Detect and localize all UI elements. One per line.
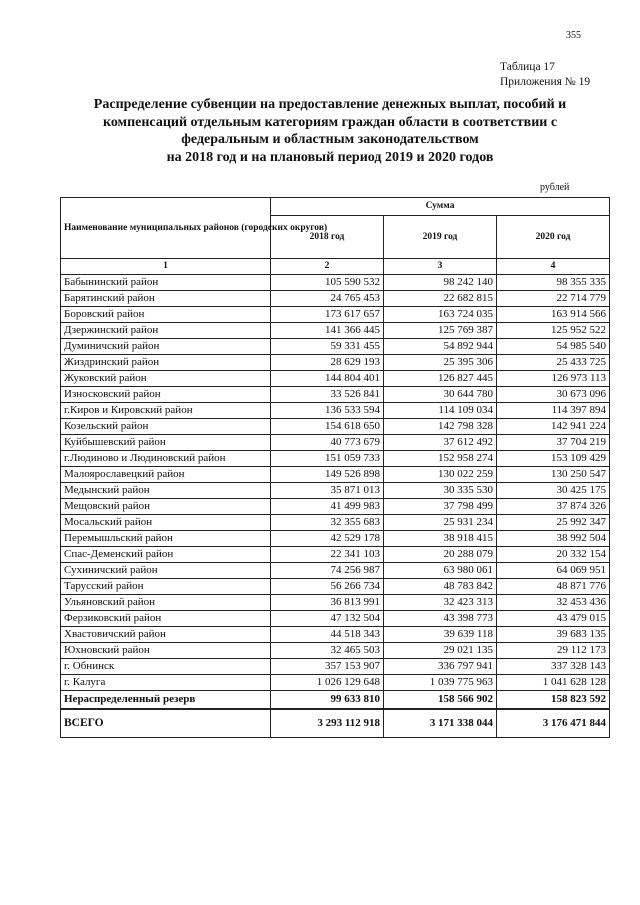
row-value-2018: 357 153 907 [271, 659, 384, 675]
table-row [61, 275, 610, 291]
row-value-2019: 130 022 259 [384, 467, 497, 483]
row-value-2018: 105 590 532 [271, 275, 384, 291]
reserve-2019: 158 566 902 [384, 691, 497, 710]
row-value-2019: 336 797 941 [384, 659, 497, 675]
row-name: Ферзиковский район [61, 611, 271, 627]
row-value-2018: 33 526 841 [271, 387, 384, 403]
row-value-2019: 25 931 234 [384, 515, 497, 531]
row-value-2019: 20 288 079 [384, 547, 497, 563]
header-name-column: Наименование муниципальных районов (городских округов) [61, 198, 271, 259]
row-value-2019: 152 958 274 [384, 451, 497, 467]
header-year-2018: 2018 год [271, 216, 384, 259]
table-row [61, 643, 610, 659]
row-value-2020: 43 479 015 [497, 611, 610, 627]
table-row [61, 307, 610, 323]
table-row [61, 595, 610, 611]
total-name: ВСЕГО [61, 709, 271, 738]
row-value-2019: 37 612 492 [384, 435, 497, 451]
row-value-2020: 37 704 219 [497, 435, 610, 451]
table-body [61, 275, 610, 738]
row-value-2020: 30 425 175 [497, 483, 610, 499]
header-year-2019: 2019 год [384, 216, 497, 259]
row-value-2018: 47 132 504 [271, 611, 384, 627]
row-value-2018: 44 518 343 [271, 627, 384, 643]
row-value-2020: 48 871 776 [497, 579, 610, 595]
row-name: Тарусский район [61, 579, 271, 595]
table-row [61, 563, 610, 579]
row-value-2018: 40 773 679 [271, 435, 384, 451]
table-row [61, 451, 610, 467]
row-value-2020: 1 041 628 128 [497, 675, 610, 691]
table-row [61, 419, 610, 435]
column-number-4: 4 [497, 259, 610, 275]
title-line-1: Распределение субвенции на предоставление денежных выплат, пособий и [93, 97, 567, 112]
table-row [61, 323, 610, 339]
page-number: 355 [566, 30, 581, 41]
title-line-3: федеральным и областным законодательством [181, 132, 479, 147]
table-row [61, 483, 610, 499]
table-row [61, 547, 610, 563]
row-value-2020: 153 109 429 [497, 451, 610, 467]
table-row [61, 387, 610, 403]
row-value-2019: 98 242 140 [384, 275, 497, 291]
row-value-2018: 74 256 987 [271, 563, 384, 579]
row-value-2018: 144 804 401 [271, 371, 384, 387]
row-value-2020: 142 941 224 [497, 419, 610, 435]
row-name: Медынский район [61, 483, 271, 499]
row-name: Мосальский район [61, 515, 271, 531]
row-name: г. Калуга [61, 675, 271, 691]
row-name: Хвастовичский район [61, 627, 271, 643]
row-value-2018: 32 355 683 [271, 515, 384, 531]
row-value-2018: 24 765 453 [271, 291, 384, 307]
row-value-2020: 25 433 725 [497, 355, 610, 371]
row-value-2019: 30 644 780 [384, 387, 497, 403]
table-row [61, 515, 610, 531]
row-name: г.Киров и Кировский район [61, 403, 271, 419]
reserve-name: Нераспределенный резерв [61, 691, 271, 710]
total-2020: 3 176 471 844 [497, 709, 610, 738]
row-value-2018: 32 465 503 [271, 643, 384, 659]
table-label: Таблица 17 [500, 61, 555, 73]
table-row [61, 371, 610, 387]
header-sum: Сумма [271, 198, 610, 216]
row-value-2019: 163 724 035 [384, 307, 497, 323]
row-value-2018: 141 366 445 [271, 323, 384, 339]
row-name: Жуковский район [61, 371, 271, 387]
table-row [61, 467, 610, 483]
row-value-2019: 142 798 328 [384, 419, 497, 435]
column-number-3: 3 [384, 259, 497, 275]
row-name: Куйбышевский район [61, 435, 271, 451]
table-row [61, 579, 610, 595]
row-value-2019: 22 682 815 [384, 291, 497, 307]
row-value-2018: 59 331 455 [271, 339, 384, 355]
row-name: Износковский район [61, 387, 271, 403]
table-row [61, 435, 610, 451]
total-row [61, 709, 610, 738]
row-value-2018: 56 266 734 [271, 579, 384, 595]
row-name: Думиничский район [61, 339, 271, 355]
row-name: Малоярославецкий район [61, 467, 271, 483]
reserve-2020: 158 823 592 [497, 691, 610, 710]
row-value-2020: 20 332 154 [497, 547, 610, 563]
row-name: Мещовский район [61, 499, 271, 515]
document-title [60, 96, 600, 166]
row-value-2018: 28 629 193 [271, 355, 384, 371]
row-value-2019: 43 398 773 [384, 611, 497, 627]
row-value-2019: 54 892 944 [384, 339, 497, 355]
row-name: Дзержинский район [61, 323, 271, 339]
column-number-2: 2 [271, 259, 384, 275]
reserve-2018: 99 633 810 [271, 691, 384, 710]
row-value-2020: 130 250 547 [497, 467, 610, 483]
row-value-2018: 173 617 657 [271, 307, 384, 323]
row-value-2020: 337 328 143 [497, 659, 610, 675]
column-number-1: 1 [61, 259, 271, 275]
table-row [61, 339, 610, 355]
row-value-2020: 98 355 335 [497, 275, 610, 291]
row-value-2018: 149 526 898 [271, 467, 384, 483]
table-row [61, 659, 610, 675]
row-value-2020: 30 673 096 [497, 387, 610, 403]
units-label: рублей [540, 182, 570, 193]
row-name: Юхновский район [61, 643, 271, 659]
row-value-2018: 154 618 650 [271, 419, 384, 435]
row-value-2018: 41 499 983 [271, 499, 384, 515]
row-name: Барятинский район [61, 291, 271, 307]
row-value-2019: 30 335 530 [384, 483, 497, 499]
row-value-2019: 38 918 415 [384, 531, 497, 547]
total-2018: 3 293 112 918 [271, 709, 384, 738]
row-value-2020: 38 992 504 [497, 531, 610, 547]
row-value-2019: 39 639 118 [384, 627, 497, 643]
row-name: Спас-Деменский район [61, 547, 271, 563]
row-value-2019: 32 423 313 [384, 595, 497, 611]
row-name: Козельский район [61, 419, 271, 435]
table-row [61, 627, 610, 643]
row-name: г. Обнинск [61, 659, 271, 675]
row-value-2018: 136 533 594 [271, 403, 384, 419]
table-row [61, 499, 610, 515]
row-value-2020: 29 112 173 [497, 643, 610, 659]
row-value-2019: 48 783 842 [384, 579, 497, 595]
table-reference [500, 60, 590, 90]
row-value-2019: 37 798 499 [384, 499, 497, 515]
row-value-2019: 1 039 775 963 [384, 675, 497, 691]
row-name: Бабынинский район [61, 275, 271, 291]
row-value-2020: 64 069 951 [497, 563, 610, 579]
row-value-2020: 126 973 113 [497, 371, 610, 387]
row-value-2020: 32 453 436 [497, 595, 610, 611]
title-line-4: на 2018 год и на плановый период 2019 и 2020 годов [166, 149, 494, 165]
row-value-2019: 63 980 061 [384, 563, 497, 579]
table-row [61, 611, 610, 627]
row-value-2019: 126 827 445 [384, 371, 497, 387]
total-2019: 3 171 338 044 [384, 709, 497, 738]
subsidy-table [60, 197, 610, 738]
row-value-2018: 22 341 103 [271, 547, 384, 563]
row-value-2019: 114 109 034 [384, 403, 497, 419]
row-value-2020: 39 683 135 [497, 627, 610, 643]
row-value-2019: 29 021 135 [384, 643, 497, 659]
table-row [61, 531, 610, 547]
row-value-2020: 22 714 779 [497, 291, 610, 307]
row-value-2018: 42 529 178 [271, 531, 384, 547]
table-row [61, 675, 610, 691]
row-name: Сухиничский район [61, 563, 271, 579]
title-line-2: компенсаций отдельным категориям граждан области в соответствии с [102, 114, 558, 130]
row-name: г.Людиново и Людиновский район [61, 451, 271, 467]
row-value-2018: 36 813 991 [271, 595, 384, 611]
row-value-2020: 37 874 326 [497, 499, 610, 515]
row-value-2020: 114 397 894 [497, 403, 610, 419]
row-name: Ульяновский район [61, 595, 271, 611]
row-value-2020: 163 914 566 [497, 307, 610, 323]
row-value-2018: 1 026 129 648 [271, 675, 384, 691]
row-value-2020: 125 952 522 [497, 323, 610, 339]
header-year-2020: 2020 год [497, 216, 610, 259]
appendix-label: Приложения № 19 [500, 76, 591, 88]
row-value-2020: 54 985 540 [497, 339, 610, 355]
row-value-2019: 125 769 387 [384, 323, 497, 339]
row-value-2020: 25 992 347 [497, 515, 610, 531]
row-value-2018: 35 871 013 [271, 483, 384, 499]
row-name: Жиздринский район [61, 355, 271, 371]
reserve-row [61, 691, 610, 710]
table-row [61, 403, 610, 419]
row-name: Боровский район [61, 307, 271, 323]
table-row [61, 291, 610, 307]
row-name: Перемышльский район [61, 531, 271, 547]
row-value-2019: 25 395 306 [384, 355, 497, 371]
row-value-2018: 151 059 733 [271, 451, 384, 467]
table-row [61, 355, 610, 371]
